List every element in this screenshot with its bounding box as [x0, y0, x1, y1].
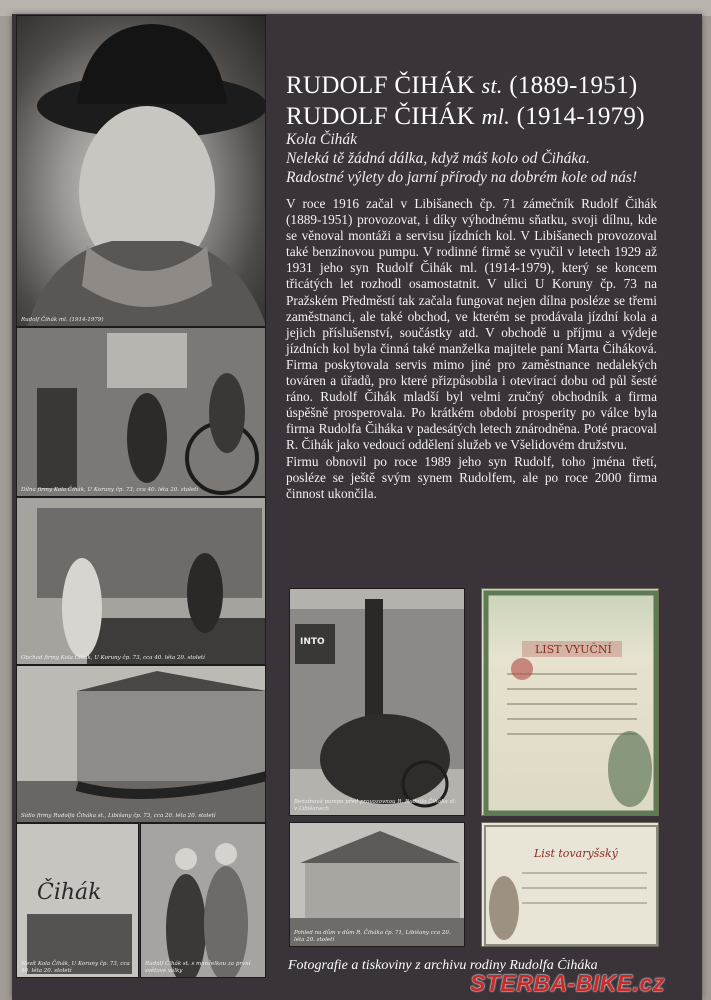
pump-column	[365, 599, 383, 729]
workshop-caption: Dílna firmy Kola Čihák, U Koruny čp. 73, cca 40. léta 20. století	[21, 486, 199, 493]
site-watermark: STERBA-BIKE.cz	[470, 970, 665, 996]
workbench	[37, 388, 77, 488]
shop-caption: Obchod firmy Kola Čihák, U Koruny čp. 73, cca 40. léta 20. století	[21, 654, 205, 661]
journeyman-title: List tovaryšský	[534, 847, 618, 860]
journeyman-certificate	[481, 822, 659, 947]
seat-caption: Sídlo firmy Rudolfa Čiháka st., Libišany čp. 73, cca 20. léta 20. století	[21, 812, 216, 819]
couple-scene	[141, 824, 266, 978]
pump-sign-text: INTO	[300, 637, 325, 647]
shop-clerk-right	[187, 553, 223, 633]
title-line-senior	[286, 70, 666, 101]
pump-men-group	[320, 714, 450, 804]
title-junior-suffix: ml.	[481, 104, 510, 129]
title-line-junior	[286, 101, 666, 132]
pump-caption: Benzínová pumpa před provozovnou R. Rudolfa Čiháka st. v Libišanech	[294, 799, 457, 812]
house-caption: Pohled na dům v dům R. Čiháka čp. 71, Libišany cca 20. léta 20. století	[294, 930, 451, 943]
apprentice-title: LIST VYUČNÍ	[535, 643, 612, 656]
sign-photo	[16, 823, 139, 978]
portrait-photo	[16, 15, 266, 327]
title-junior-name: RUDOLF ČIHÁK	[286, 103, 476, 130]
subtitle	[286, 130, 666, 187]
journeyman-figure	[489, 876, 519, 940]
workshop-photo	[16, 327, 266, 497]
pump-photo	[289, 588, 465, 816]
house-wall	[305, 863, 460, 918]
apprentice-decor	[482, 589, 660, 817]
house-photo	[289, 822, 465, 947]
sign-caption: Nevít Kola Čihák, U Koruny čp. 73, cca 40. léta 20. století	[21, 961, 130, 974]
worker-left	[127, 393, 167, 483]
house-scene	[290, 823, 465, 947]
subtitle-brand: Kola Čihák	[286, 131, 358, 148]
title-junior-years: (1914-1979)	[516, 103, 645, 130]
worker-right	[209, 373, 245, 453]
apprentice-seal	[511, 658, 533, 680]
workshop-scene	[17, 328, 266, 497]
history-text	[286, 196, 657, 502]
title-senior-suffix: st.	[481, 73, 503, 98]
subtitle-slogan-2: Radostné výlety do jarní přírody na dobrém kole od nás!	[286, 169, 638, 186]
sign-scene	[17, 824, 139, 978]
workshop-window	[107, 333, 187, 388]
couple-photo	[140, 823, 266, 978]
archive-credit: Fotografie a tiskoviny z archivu rodiny Rudolfa Čiháka	[288, 958, 598, 973]
shop-clerk-left	[62, 558, 102, 658]
sign-lettering: Čihák	[37, 880, 102, 905]
portrait-caption: Rudolf Čihák ml. (1914-1979)	[21, 316, 104, 323]
hat-crown	[77, 24, 227, 104]
title-senior-name: RUDOLF ČIHÁK	[286, 72, 476, 99]
history-paragraph-2: Firmu obnovil po roce 1989 jeho syn Rudolf, toho jména třetí, posléze se ještě svým synem Rudolfem, ale po roce 2000 firma činnost ukončila.	[286, 453, 657, 501]
shop-scene	[17, 498, 266, 665]
shop-photo	[16, 497, 266, 665]
history-paragraph-1: V roce 1916 začal v Libišanech čp. 71 zámečník Rudolf Čihák (1889-1951) provozovat, i díky výhodnému sňatku, svoji dílnu, kde se věnoval montáži a servisu jízdních kol. V Libišanech provozoval také benzínovou pumpu. V rodinné firmě se vyučil v letech 1929 až 1931 jeho syn Rudolf Čihák ml. (1914-1979), který se koncem třicátých let rozhodl osamostatnit. V ulici U Koruny čp. 73 na Pražském Předměstí tak začala fungovat nejen dílna posléze se třemi zaměstnanci, ale také obchod, ve kterém se prodávala jízdní kola a jejich příslušenství, součástky atd. V obchodě u příjmu a výdeje jízdních kol byla činná také manželka majitele paní Marta Čiháková. Firma poskytovala servis mimo jiné pro zaměstnance nedalekých továren a úřadů, pro které přizpůsobila i otevírací dobu od půl šesté ráno. Rudolf Čihák mladší byl velmi zručný obchodník a firma úspěšně prosperovala. Po krátkém období prosperity po válce byla firma Rudolfa Čiháka v padesátých letech znárodněna. Poté pracoval R. Čihák jako vedoucí oddělení služeb ve Všelidovém družstvu.	[286, 196, 657, 453]
seat-scene	[17, 666, 266, 823]
apprentice-certificate	[481, 588, 659, 816]
pump-scene	[290, 589, 465, 816]
portrait-figure	[17, 16, 266, 327]
wife-head	[175, 848, 197, 870]
title-senior-years: (1889-1951)	[509, 72, 638, 99]
journeyman-decor	[482, 823, 660, 948]
subtitle-slogan-1: Neleká tě žádná dálka, když máš kolo od Čiháka.	[286, 150, 590, 167]
husband-head	[215, 843, 237, 865]
apprentice-figure	[608, 731, 652, 807]
page-title	[286, 70, 666, 132]
seat-building	[77, 691, 266, 781]
seat-photo	[16, 665, 266, 823]
couple-caption: Rudolf Čihák st. s manželkou za první světové války	[145, 961, 251, 974]
